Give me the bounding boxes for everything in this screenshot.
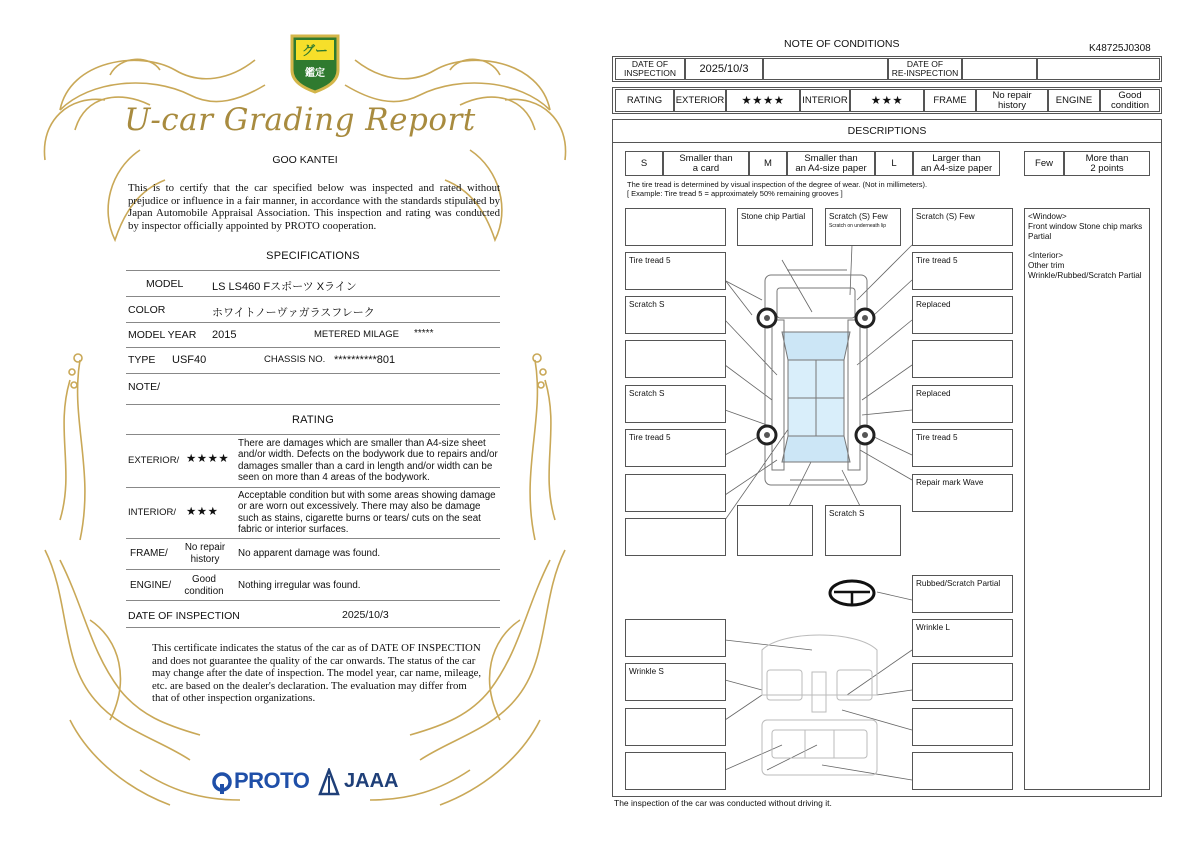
note-box-l11 [625, 708, 726, 746]
interior-heading: <Interior> [1028, 251, 1064, 261]
note-box-r12 [912, 752, 1013, 790]
frame-description: No apparent damage was found. [238, 548, 381, 559]
frame-label: FRAME/ [130, 548, 168, 559]
exterior-stars: ★★★★ [186, 453, 230, 465]
window-text: Front window Stone chip marks Partial [1028, 221, 1143, 241]
exterior-label: EXTERIOR/ [128, 455, 180, 466]
note-box-wrinkle-s: Wrinkle S [625, 663, 726, 701]
note-box-replaced-1: Replaced [912, 296, 1013, 334]
steering-wheel-icon [830, 581, 874, 605]
note-label: NOTE/ [128, 381, 161, 393]
rating-heading: RATING [292, 414, 334, 426]
note-box-l7 [625, 474, 726, 512]
model-year-value: 2015 [212, 329, 237, 341]
note-box-replaced-2: Replaced [912, 385, 1013, 423]
model-value: LS LS460 Fスポーツ Xライン [212, 281, 357, 293]
note-box-tire-fl: Tire tread 5 [625, 252, 726, 290]
exterior-stars: ★★★★ [726, 89, 800, 112]
legend-s-desc: Smaller than a card [663, 151, 749, 176]
legend-l-desc: Larger than an A4-size paper [913, 151, 1000, 176]
frame-value: No repair history [976, 89, 1048, 112]
note-box-wrinkle-l: Wrinkle L [912, 619, 1013, 657]
mileage-value: ***** [414, 328, 434, 339]
legend-m: M [749, 151, 787, 176]
date-of-inspection-label: DATE OF INSPECTION [128, 610, 240, 622]
engine-label: ENGINE/ [130, 580, 172, 591]
specifications-heading: SPECIFICATIONS [266, 250, 360, 262]
inspection-date-value: 2025/10/3 [685, 58, 763, 80]
goo-kantei-emblem [286, 30, 344, 94]
rating-label: RATING [615, 89, 674, 112]
engine-label: ENGINE [1048, 89, 1100, 112]
note-box-r4 [912, 340, 1013, 378]
interior-text: Other trim Wrinkle/Rubbed/Scratch Partial [1028, 261, 1142, 280]
note-box-l4 [625, 340, 726, 378]
legend-s: S [625, 151, 663, 176]
proto-logo: PROTO [234, 768, 310, 793]
company-name: GOO KANTEI [272, 154, 338, 166]
mileage-label: METERED MILAGE [314, 329, 399, 340]
exterior-label: EXTERIOR [674, 89, 726, 112]
model-label: MODEL [146, 278, 184, 290]
note-box-scratch-s-2: Scratch S [625, 385, 726, 423]
reinspection-blank [1037, 58, 1160, 80]
note-box-bottom-1 [737, 505, 813, 556]
exterior-description: There are damages which are smaller than A4-size sheet and/or width. Defects on the bodywork due to repairs and/or damages smaller than a card in length and/or width can be seen on more than 4 areas of the bodywork. [238, 438, 498, 483]
note-box-r10 [912, 663, 1013, 701]
legend-l: L [875, 151, 913, 176]
descriptions-heading: DESCRIPTIONS [612, 119, 1162, 143]
certificate-footer: This certificate indicates the status of the car as of DATE OF INSPECTION and does not guarantee the quality of the car onwards. The status of the car may change after the date of inspection. The model year, car name, mileage, etc. are based on the dealer's declaration. The evaluation may differ from that of other inspection organizations. [152, 642, 482, 705]
certification-text: This is to certify that the car specified below was inspected and rated without prejudice or influence in a fair manner, in accordance with the standards stipulated by Japan Automobile Appraisal Association. This inspection and rating was conducted by inspector officially appointed by PROTO cooperation. [128, 182, 500, 232]
jaaa-logo: JAAA [344, 770, 399, 792]
bottom-note: The inspection of the car was conducted without driving it. [614, 798, 832, 808]
engine-value: Good condition [184, 574, 224, 597]
legend-few-desc: More than 2 points [1064, 151, 1150, 176]
legend-m-desc: Smaller than an A4-size paper [787, 151, 875, 176]
tire-note: The tire tread is determined by visual inspection of the degree of wear. (Not in millimeters). [ Example: Tire tread 5 = approximately 50% remaining grooves ] [627, 180, 928, 198]
note-box-scratch-few-2: Scratch (S) Few [912, 208, 1013, 246]
side-notes-panel [1024, 208, 1150, 790]
frame-label: FRAME [924, 89, 976, 112]
interior-stars: ★★★ [186, 506, 219, 518]
jaaa-logo-icon [318, 768, 340, 796]
type-value: USF40 [172, 354, 207, 366]
interior-label: INTERIOR/ [128, 507, 177, 518]
window-heading: <Window> [1028, 212, 1067, 221]
report-title: U-car Grading Report [124, 102, 476, 138]
inspection-date-label: DATE OF INSPECTION [615, 58, 685, 80]
reinspection-value [962, 58, 1037, 80]
reinspection-label: DATE OF RE-INSPECTION [888, 58, 962, 80]
conditions-heading: NOTE OF CONDITIONS [784, 38, 900, 50]
type-label: TYPE [128, 354, 156, 366]
legend-few: Few [1024, 151, 1064, 176]
note-box-rubbed-scratch: Rubbed/Scratch Partial [912, 575, 1013, 613]
interior-label: INTERIOR [800, 89, 850, 112]
interior-stars: ★★★ [850, 89, 924, 112]
emblem-text-top: グー [301, 43, 328, 58]
note-box-l8 [625, 518, 726, 556]
note-box-tire-rl: Tire tread 5 [625, 429, 726, 467]
note-box-r11 [912, 708, 1013, 746]
model-year-label: MODEL YEAR [128, 329, 197, 341]
color-label: COLOR [128, 304, 166, 316]
note-box-l12 [625, 752, 726, 790]
chassis-value: **********801 [334, 354, 396, 366]
interior-description: Acceptable condition but with some areas showing damage or are worn out excessively. There may also be damage such as stains, cigarette burns or tears/ cuts on the seat fabric or interior surfaces. [238, 490, 496, 535]
color-value: ホワイトノーヴァガラスフレーク [212, 307, 375, 319]
note-box-l9 [625, 619, 726, 657]
engine-value: Good condition [1100, 89, 1160, 112]
note-box-scratch-few-1: Scratch (S) Few Scratch on underneath lip [825, 208, 901, 246]
note-box-repair-mark: Repair mark Wave [912, 474, 1013, 512]
note-box-tire-fr: Tire tread 5 [912, 252, 1013, 290]
inspection-date-blank [763, 58, 888, 80]
chassis-label: CHASSIS NO. [264, 354, 326, 365]
emblem-text-bottom: 鑑定 [305, 68, 325, 79]
note-box-scratch-s-1: Scratch S [625, 296, 726, 334]
frame-value: No repair history [184, 542, 226, 565]
note-box-scratch-s-3: Scratch S [825, 505, 901, 556]
note-box-l1 [625, 208, 726, 246]
proto-logo-icon [212, 772, 232, 792]
reference-number: K48725J0308 [1089, 43, 1151, 54]
note-box-tire-rr: Tire tread 5 [912, 429, 1013, 467]
engine-description: Nothing irregular was found. [238, 580, 361, 591]
date-of-inspection-value: 2025/10/3 [342, 609, 389, 621]
note-box-stone-chip: Stone chip Partial [737, 208, 813, 246]
